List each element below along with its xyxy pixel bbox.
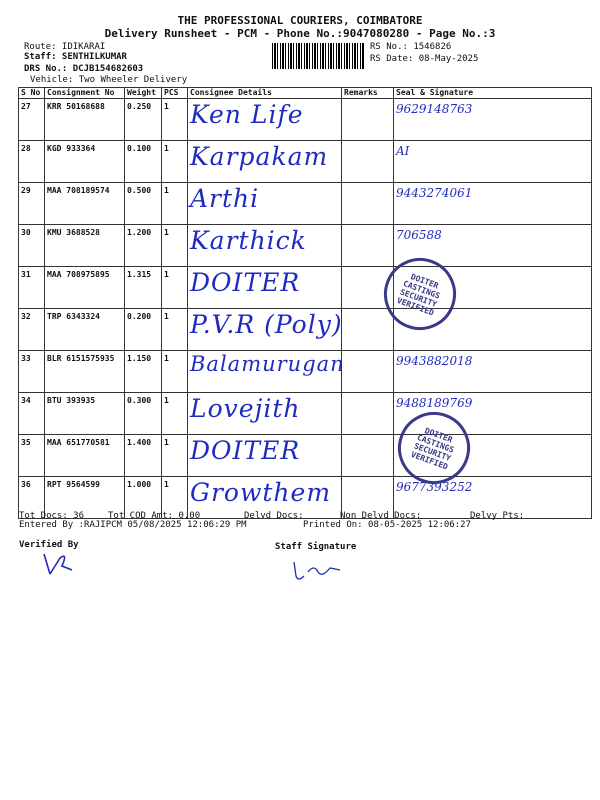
- signature-handwriting: 706588: [396, 228, 442, 242]
- cell-consignment: TRP 6343324: [45, 309, 125, 351]
- security-stamp: [398, 412, 470, 484]
- cell-consignment: KMU 3688528: [45, 225, 125, 267]
- table-header-row: [19, 88, 592, 99]
- cell-consignment: KGD 933364: [45, 141, 125, 183]
- consignee-handwriting: Karpakam: [190, 142, 329, 171]
- signature-handwriting: 9677393252: [396, 480, 473, 494]
- table-row: [19, 99, 592, 141]
- cell-weight: 0.250: [125, 99, 162, 141]
- non-delivered-docs: Non Delvd Docs:: [340, 511, 422, 521]
- cell-remarks: [342, 183, 394, 225]
- printed-on: Printed On: 08-05-2025 12:06:27: [303, 520, 471, 530]
- cell-consignment: MAA 651770581: [45, 435, 125, 477]
- signature-handwriting: 9443274061: [396, 186, 473, 200]
- cell-consignment: MAA 708189574: [45, 183, 125, 225]
- security-stamp: [384, 258, 456, 330]
- consignee-handwriting: Growthem: [190, 478, 332, 507]
- cell-remarks: [342, 393, 394, 435]
- cell-consignee: [188, 141, 342, 183]
- cell-signature: [394, 351, 592, 393]
- cell-signature: [394, 183, 592, 225]
- cell-signature: [394, 99, 592, 141]
- table-row: [19, 435, 592, 477]
- cell-consignee: [188, 351, 345, 393]
- runsheet-title: Delivery Runsheet - PCM - Phone No.:9047080280 - Page No.:3: [104, 27, 496, 40]
- table-row: [19, 267, 592, 309]
- signature-handwriting: 9943882018: [396, 354, 473, 368]
- cell-consignee: [188, 435, 342, 477]
- total-cod: Tot COD Amt: 0.00: [108, 511, 201, 521]
- cell-consignee: [188, 309, 342, 351]
- consignee-handwriting: Balamurugan: [190, 352, 345, 376]
- cell-weight: 0.500: [125, 183, 162, 225]
- signature-handwriting: 9629148763: [396, 102, 473, 116]
- cell-pcs: 1: [162, 99, 188, 141]
- stamp-text: DOITER CASTINGS SECURITY VERIFIED: [409, 426, 456, 472]
- cell-consignment: BLR 6151575935: [45, 351, 125, 393]
- cell-pcs: 1: [162, 351, 188, 393]
- table-row: [19, 183, 592, 225]
- col-seal-signature: Seal & Signature: [394, 88, 592, 99]
- consignee-handwriting: Arthi: [190, 184, 260, 213]
- consignee-handwriting: P.V.R (Poly): [190, 310, 343, 339]
- cell-weight: 1.200: [125, 225, 162, 267]
- stamp-text: DOITER CASTINGS SECURITY VERIFIED: [395, 272, 442, 318]
- cell-weight: 1.315: [125, 267, 162, 309]
- cell-sno: 36: [19, 477, 45, 519]
- cell-sno: 29: [19, 183, 45, 225]
- cell-pcs: 1: [162, 267, 188, 309]
- cell-sno: 32: [19, 309, 45, 351]
- cell-weight: 1.150: [125, 351, 162, 393]
- cell-remarks: [342, 99, 394, 141]
- route-label: Route: IDIKARAI: [24, 42, 106, 52]
- cell-sno: 28: [19, 141, 45, 183]
- vehicle-label: Vehicle: Two Wheeler Delivery: [30, 75, 188, 85]
- delivered-docs: Delvd Docs:: [244, 511, 304, 521]
- col-consignment: Consignment No: [45, 88, 125, 99]
- cell-remarks: [342, 351, 394, 393]
- cell-weight: 1.000: [125, 477, 162, 519]
- cell-consignment: BTU 393935: [45, 393, 125, 435]
- cell-pcs: 1: [162, 141, 188, 183]
- cell-consignee: [188, 225, 342, 267]
- cell-pcs: 1: [162, 183, 188, 225]
- cell-consignee: [188, 393, 342, 435]
- table-row: [19, 225, 592, 267]
- consignee-handwriting: DOITER: [190, 436, 301, 465]
- cell-pcs: 1: [162, 393, 188, 435]
- runsheet-table: [18, 87, 592, 519]
- cell-sno: 34: [19, 393, 45, 435]
- table-row: [19, 393, 592, 435]
- total-docs: Tot Docs: 36: [19, 511, 85, 521]
- cell-pcs: 1: [162, 435, 188, 477]
- cell-consignee: [188, 267, 342, 309]
- cell-consignee: [188, 99, 342, 141]
- company-title: THE PROFESSIONAL COURIERS, COIMBATORE: [177, 14, 423, 27]
- cell-weight: 0.100: [125, 141, 162, 183]
- cell-pcs: 1: [162, 309, 188, 351]
- consignee-handwriting: Lovejith: [190, 394, 301, 423]
- drs-number: DRS No.: DCJB154682603: [24, 64, 144, 74]
- staff-signature-label: Staff Signature: [275, 542, 357, 552]
- cell-sno: 31: [19, 267, 45, 309]
- entered-by: Entered By :RAJIPCM 05/08/2025 12:06:29 PM: [19, 520, 247, 530]
- signature-handwriting: 9488189769: [396, 396, 473, 410]
- col-weight: Weight: [125, 88, 162, 99]
- col-pcs: PCS: [162, 88, 188, 99]
- cell-sno: 35: [19, 435, 45, 477]
- cell-weight: 0.300: [125, 393, 162, 435]
- cell-remarks: [342, 435, 394, 477]
- cell-pcs: 1: [162, 477, 188, 519]
- consignee-handwriting: DOITER: [190, 268, 301, 297]
- rs-number: RS No.: 1546826: [370, 42, 452, 52]
- verified-by-label: Verified By: [19, 540, 79, 550]
- cell-consignment: KRR 50168688: [45, 99, 125, 141]
- rs-date: RS Date: 08-May-2025: [370, 54, 479, 64]
- verifier-signature: [38, 548, 78, 580]
- table-row: [19, 309, 592, 351]
- staff-signature: [286, 558, 346, 584]
- table-row: [19, 351, 592, 393]
- cell-signature: [394, 141, 592, 183]
- cell-remarks: [342, 141, 394, 183]
- cell-consignment: RPT 9564599: [45, 477, 125, 519]
- cell-sno: 27: [19, 99, 45, 141]
- barcode: [272, 43, 364, 69]
- cell-weight: 1.400: [125, 435, 162, 477]
- cell-weight: 0.200: [125, 309, 162, 351]
- cell-pcs: 1: [162, 225, 188, 267]
- col-sno: S No: [19, 88, 45, 99]
- consignee-handwriting: Karthick: [190, 226, 307, 255]
- signature-handwriting: AI: [396, 144, 410, 158]
- cell-sno: 33: [19, 351, 45, 393]
- consignee-handwriting: Ken Life: [190, 100, 304, 129]
- cell-consignee: [188, 183, 342, 225]
- staff-label: Staff: SENTHILKUMAR: [24, 52, 127, 62]
- col-consignee: Consignee Details: [188, 88, 342, 99]
- col-remarks: Remarks: [342, 88, 394, 99]
- delivery-points: Delvy Pts:: [470, 511, 525, 521]
- cell-consignment: MAA 708975895: [45, 267, 125, 309]
- cell-sno: 30: [19, 225, 45, 267]
- table-row: [19, 141, 592, 183]
